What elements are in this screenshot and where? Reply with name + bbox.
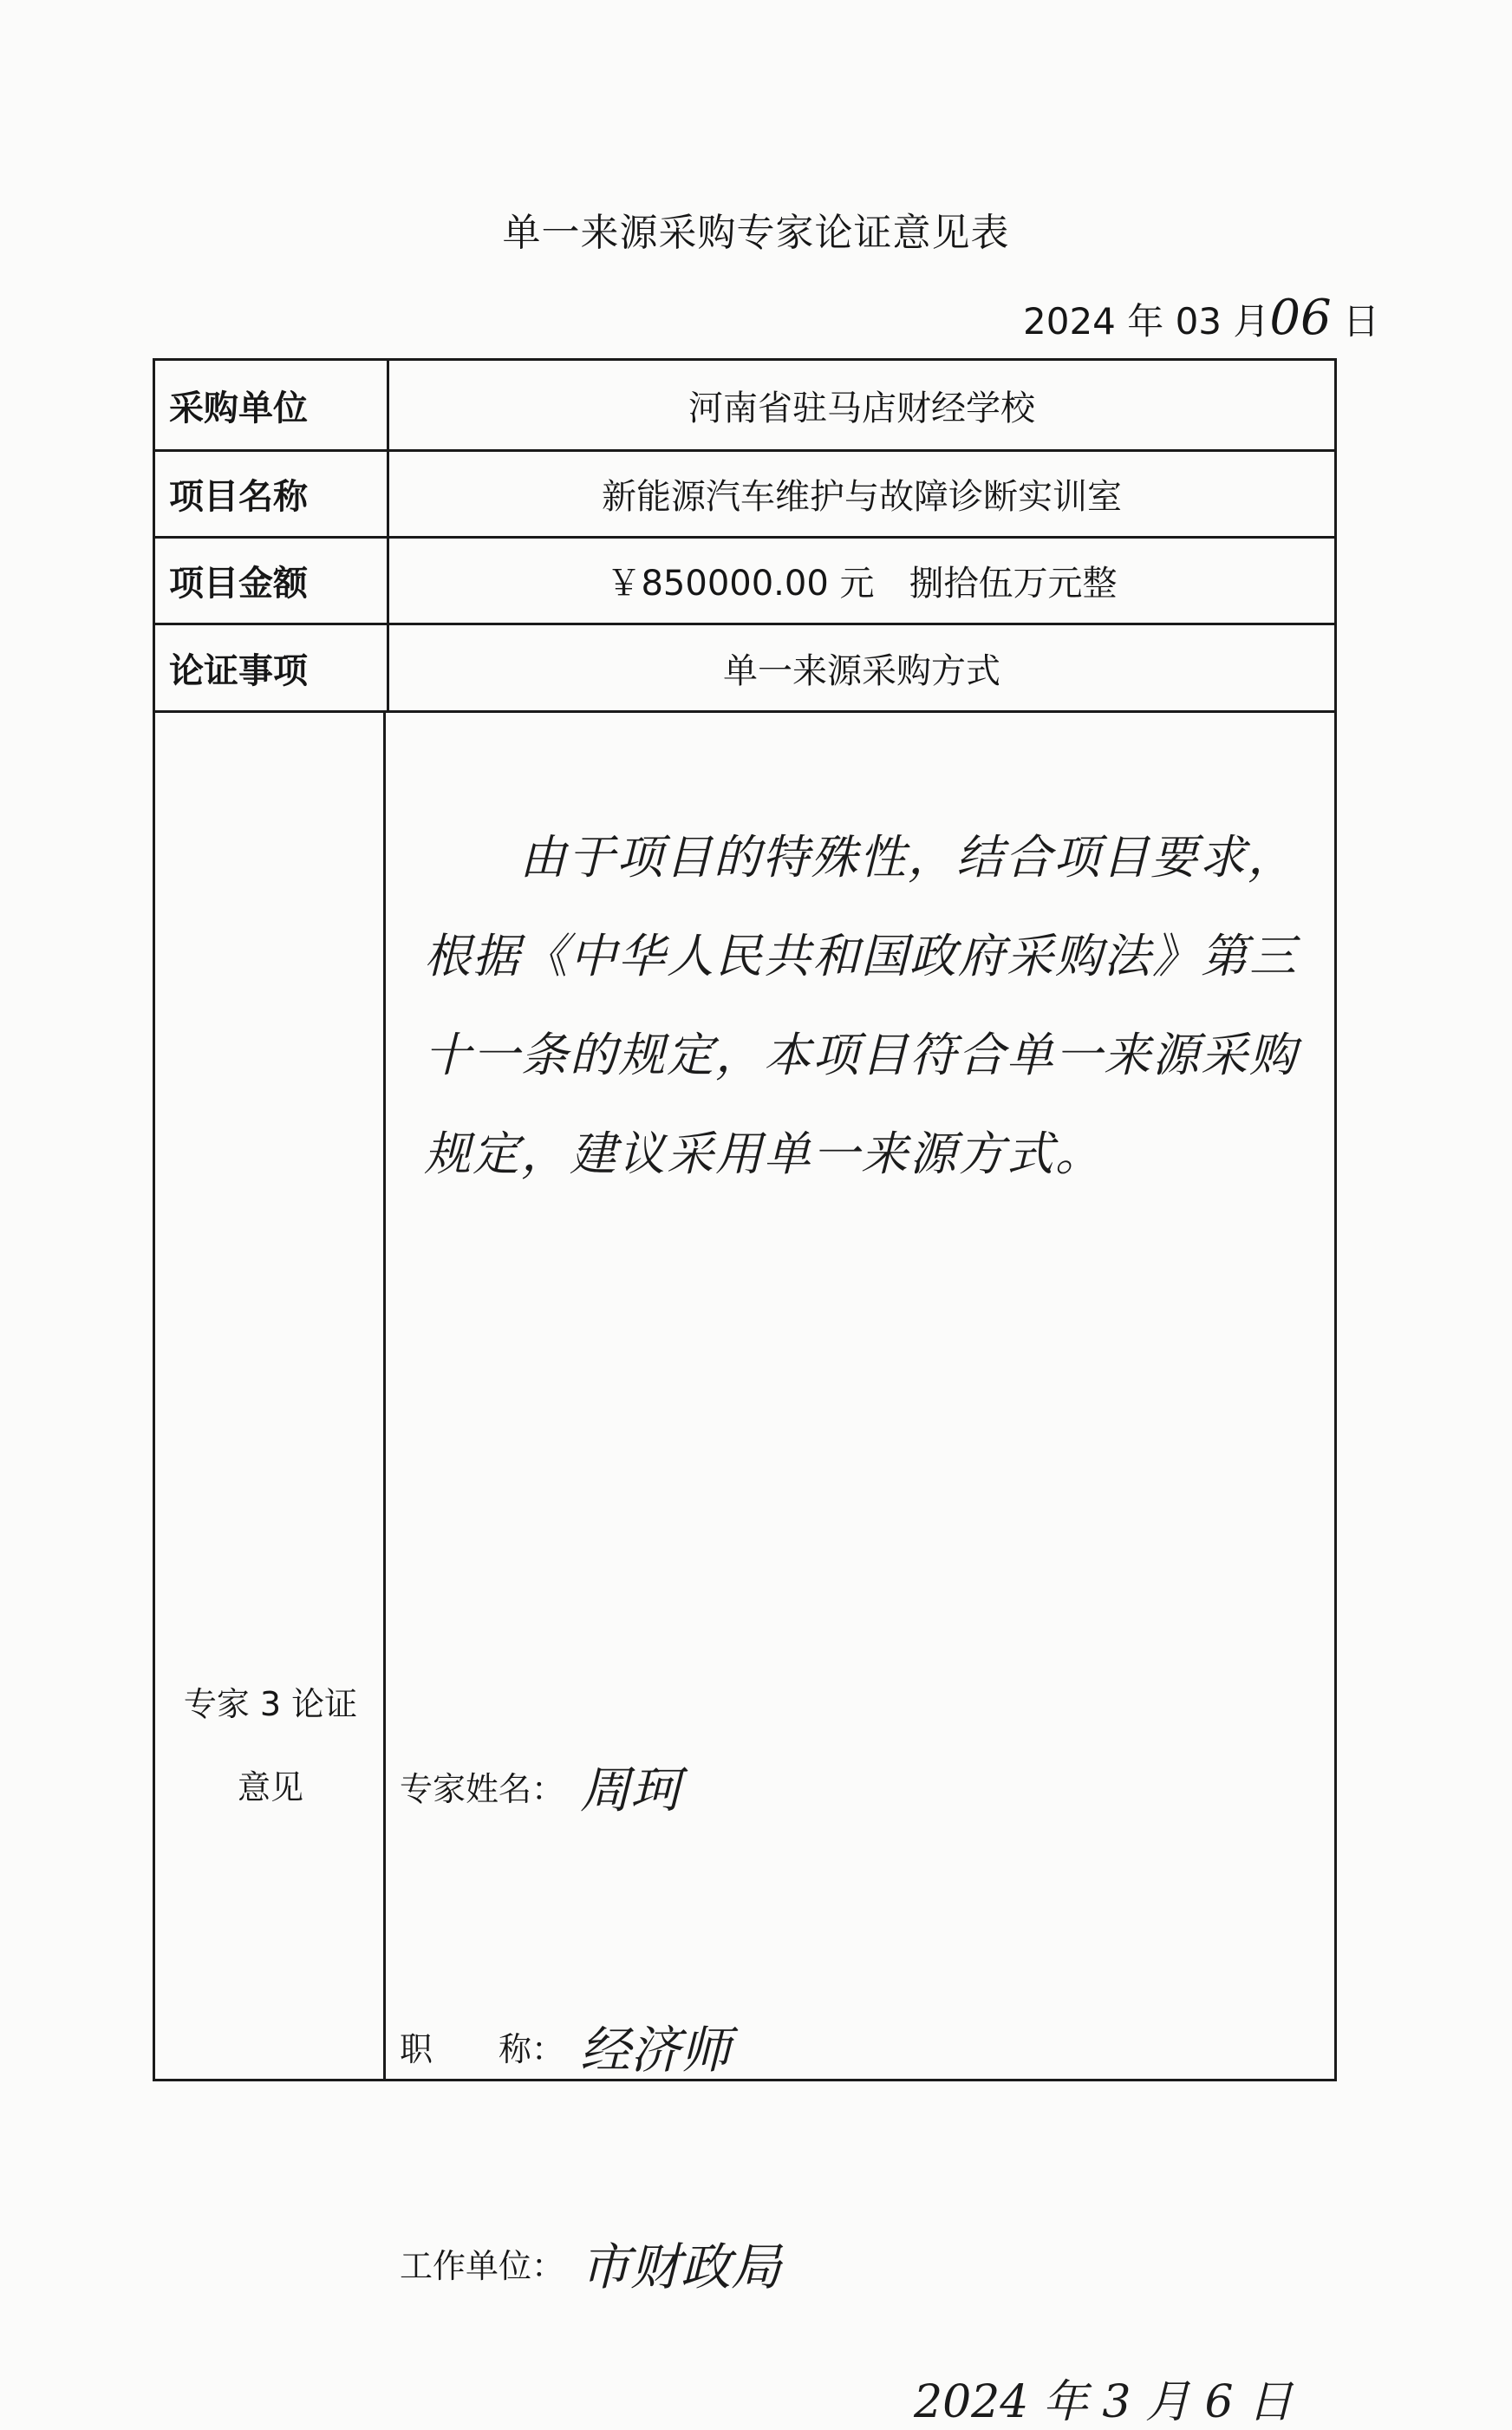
expert-unit-label: 工作单位： [400,2246,565,2285]
expert-opinion-section [155,713,1334,2428]
handwritten-opinion [424,808,1317,1204]
header-date-handwritten-day: 06 [1269,290,1332,346]
opinion-label-column [155,713,386,2079]
row-purchaser [155,361,1334,452]
opinion-label-line2: 意见 [237,1768,303,1806]
header-date [1023,290,1380,346]
row-label: 论证事项 [155,625,389,710]
handwritten-opinion-text: 由于项目的特殊性，结合项目要求，根据《中华人民共和国政府采购法》第三十一条的规定，本项目符合单一来源采购规定，建议采用单一来源方式。 [424,830,1298,1181]
opinion-label [155,1662,386,1829]
header-date-printed: 2024 年 03 月 [1023,300,1270,343]
form-title: 单一来源采购专家论证意见表 [502,211,1010,255]
form-table [153,358,1337,2428]
expert-name-label: 专家姓名： [400,1769,565,1808]
signature-date: 2024 年 3 月 6 日 [914,2376,1294,2428]
row-value: 新能源汽车维护与故障诊断实训室 [602,477,1122,517]
row-matter [155,625,1334,713]
expert-title-value: 经济师 [580,2021,732,2080]
row-project-name [155,452,1334,539]
expert-title-field [400,2009,731,2082]
row-label: 项目名称 [155,452,389,536]
expert-name-field [400,1749,681,1822]
row-label: 项目金额 [155,539,389,623]
expert-unit-field [400,2226,781,2299]
expert-name-signature: 周珂 [580,1760,681,1819]
row-label: 采购单位 [155,361,389,449]
opinion-label-line1: 专家 3 论证 [183,1685,358,1723]
row-value: 单一来源采购方式 [723,650,1000,691]
row-value: 河南省驻马店财经学校 [688,388,1035,428]
expert-title-label: 职 称： [400,2029,565,2068]
expert-unit-value: 市财政局 [580,2237,782,2296]
row-project-amount [155,539,1334,625]
row-value: ￥850000.00 元 捌拾伍万元整 [606,564,1118,604]
header-date-suffix: 日 [1343,300,1380,343]
